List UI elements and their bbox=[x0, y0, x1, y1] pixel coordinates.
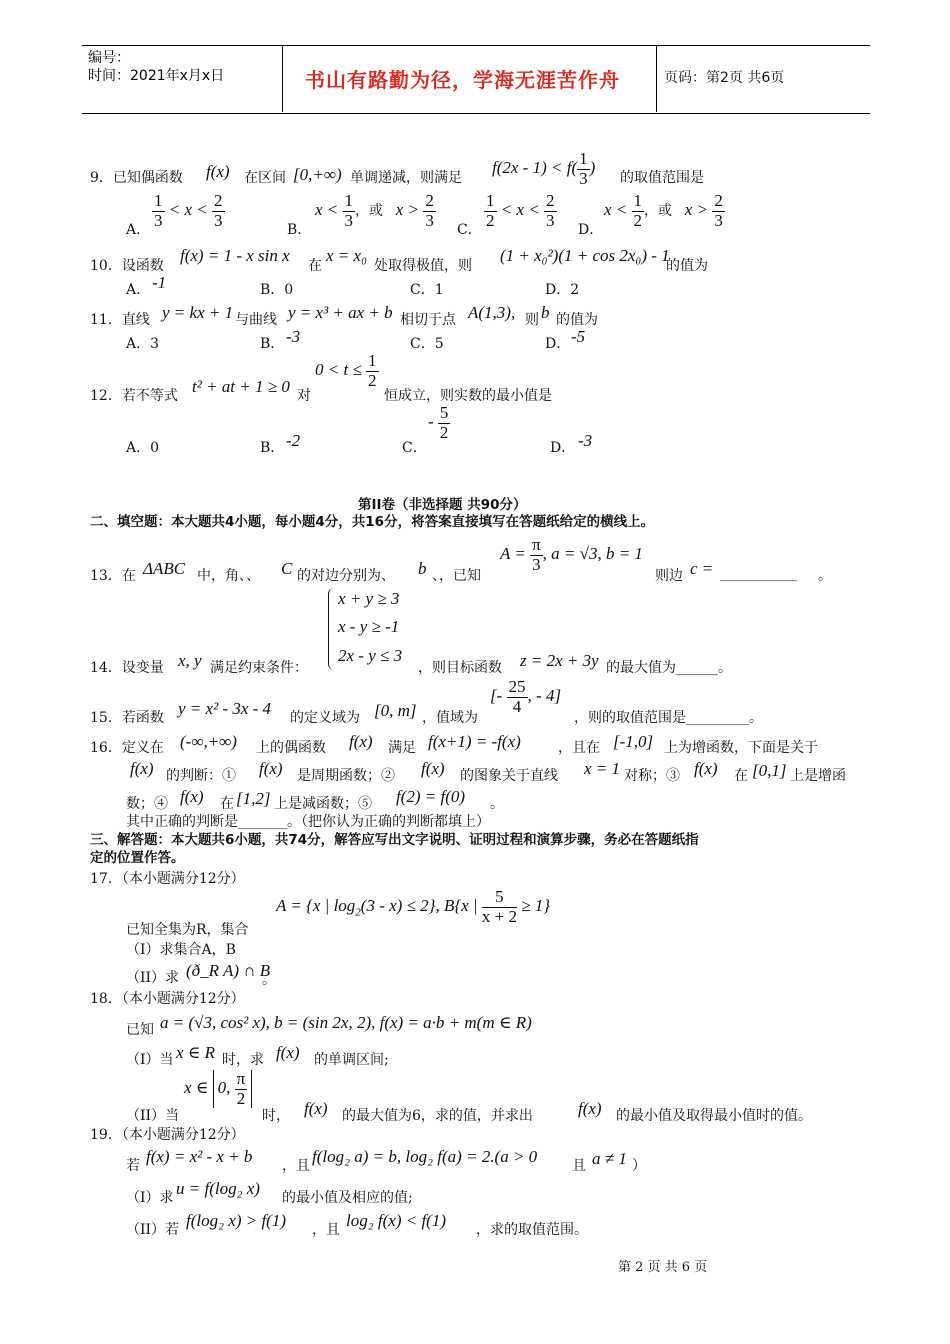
serial-label: 编号： bbox=[88, 50, 130, 66]
q16-line1-m2: f(x) bbox=[349, 732, 373, 751]
q14-brace bbox=[328, 588, 337, 670]
q18-text: 已知 bbox=[126, 1022, 154, 1038]
q12-option-b: -2 bbox=[286, 431, 301, 450]
q17-part2: （II）求 bbox=[126, 970, 180, 986]
q13-answer-blank[interactable]: ___________ bbox=[720, 566, 797, 582]
part2-title: 第II卷（非选择题 共90分） bbox=[358, 497, 527, 513]
q12-math-range: 0 < t ≤ $\frac{1}{2}$ bbox=[315, 351, 377, 390]
q16-line2-m5: f(x) bbox=[694, 759, 718, 778]
q19-part1: （I）求 bbox=[126, 1190, 174, 1206]
q16-line1-d: ，且在 bbox=[558, 740, 600, 756]
q9-option-d: x < $\frac{1}{2}$ ，或 x > $\frac{2}{3}$ bbox=[604, 191, 723, 230]
q13-text5: 则边 bbox=[655, 568, 683, 584]
q12-text2: 对 bbox=[297, 388, 311, 404]
q11-text: 11．直线 bbox=[90, 312, 150, 328]
q9-math-fx: f(x) bbox=[206, 162, 230, 181]
q11-text3: 相切于点 bbox=[400, 312, 456, 328]
q17-part1: （I）求集合A，B bbox=[126, 942, 236, 958]
q18-part1-b: 时，求 bbox=[222, 1052, 264, 1068]
q14-constraint-1: x + y ≥ 3 bbox=[338, 589, 400, 608]
q12-option-b-label: B． bbox=[260, 440, 285, 456]
q16-line2-m4: x = 1 bbox=[584, 759, 621, 778]
q14-text2: 满足约束条件： bbox=[210, 660, 308, 676]
q18-part2-d: 的最小值及取得最小值时的值。 bbox=[616, 1108, 812, 1124]
q9-text2: 在区间 bbox=[244, 170, 286, 186]
q16-line2-f: 上是增函 bbox=[790, 768, 846, 784]
q15-text4: ，则的取值范围是_________。 bbox=[574, 710, 763, 726]
q15-math-domain: [0, m] bbox=[374, 701, 417, 720]
q9-math-interval: [0,+∞) bbox=[293, 165, 342, 184]
q9-stem bbox=[90, 170, 183, 188]
q18-head: 18．（本小题满分12分） bbox=[90, 991, 245, 1007]
q12-option-c-label: C． bbox=[402, 440, 427, 456]
q11-option-d: -5 bbox=[571, 327, 586, 346]
q9-math-condition: f(2x - 1) < f( $\frac{1}{3}$ ) bbox=[492, 149, 596, 188]
date-label: 时间：2021年x月x日 bbox=[88, 68, 225, 84]
q18-part2-b: 时， bbox=[262, 1108, 290, 1124]
q10-math-x0: x = x₀ bbox=[326, 246, 367, 265]
q9-option-b: x < $\frac{1}{3}$ ，或 x > $\frac{2}{3}$ bbox=[315, 191, 434, 230]
q18-part2-math-range: x ∈ 0, $\frac{\pi}{2}$ bbox=[184, 1070, 252, 1108]
q16-line2-m6: [0,1] bbox=[752, 761, 787, 780]
q16-line2-m3: f(x) bbox=[421, 759, 445, 778]
q11-option-b-label: B． bbox=[260, 336, 285, 352]
q14-constraint-2: x - y ≥ -1 bbox=[338, 617, 400, 636]
q13-text3: 的对边分别为、 bbox=[297, 568, 395, 584]
q18-part1: （I）当 bbox=[126, 1052, 174, 1068]
q13-end: 。 bbox=[818, 568, 832, 584]
q9-text: 9．已知偶函数 bbox=[90, 170, 183, 186]
q10-math-expr: (1 + x₀²)(1 + cos 2x₀) - 1 bbox=[500, 246, 670, 265]
q19-part2-c: ，求的取值范围。 bbox=[476, 1222, 588, 1238]
q12-option-d: -3 bbox=[578, 431, 593, 450]
q19-part1-b: 的最小值及相应的值; bbox=[282, 1190, 413, 1206]
q10-text3: 处取得极值，则 bbox=[374, 258, 472, 274]
q16-line3-b: 在 bbox=[220, 796, 234, 812]
q11-math-b: b bbox=[541, 303, 550, 322]
q19-text2: ，且 bbox=[282, 1158, 310, 1174]
q9-option-b-label: B． bbox=[287, 222, 312, 238]
q18-part1-math: x ∈ R bbox=[176, 1043, 216, 1062]
q10-text4: 的值为 bbox=[666, 258, 708, 274]
q18-part1-math2: f(x) bbox=[276, 1043, 300, 1062]
q16-line1-m4: [-1,0] bbox=[613, 732, 654, 751]
q17-part2-math: (ð_R A) ∩ B bbox=[186, 961, 271, 980]
q13-text2: 中，角、、 bbox=[197, 568, 260, 584]
q16-line3-d: 。 bbox=[490, 796, 504, 812]
q13-math-c: C bbox=[281, 559, 293, 578]
q12-text3: 恒成立，则实数的最小值是 bbox=[384, 388, 552, 404]
q16-line2-a: 的判断：① bbox=[166, 768, 236, 784]
q16-line2-m1: f(x) bbox=[130, 759, 154, 778]
q17-head: 17．（本小题满分12分） bbox=[90, 871, 245, 887]
q13-math-side: c = bbox=[690, 559, 714, 578]
q12-text: 12．若不等式 bbox=[90, 388, 178, 404]
q16-line2-d: 对称；③ bbox=[624, 768, 680, 784]
q9-option-a: $\frac{1}{3}$ < x < $\frac{2}{3}$ bbox=[154, 191, 223, 230]
q18-part2-math: f(x) bbox=[304, 1099, 328, 1118]
q10-text: 10．设函数 bbox=[90, 258, 164, 274]
q14-text: 14．设变量 bbox=[90, 660, 164, 676]
q13-text: 13．在 bbox=[90, 568, 136, 584]
q11-math-curve: y = x³ + ax + b bbox=[288, 303, 393, 322]
q16-line2-c: 的图象关于直线 bbox=[460, 768, 558, 784]
q16-line2-e: 在 bbox=[734, 768, 748, 784]
q16-line3-a: 数；④ bbox=[126, 796, 168, 812]
q14-text4: 的最大值为______。 bbox=[606, 660, 732, 676]
q18-math-def: a = (√3, cos² x), b = (sin 2x, 2), f(x) = a·b + m(m ∈ R) bbox=[160, 1013, 532, 1032]
q12-option-c: - $\frac{5}{2}$ bbox=[428, 403, 449, 442]
q19-part2: （II）若 bbox=[126, 1222, 180, 1238]
q17-math-sets: A = {x | $\log_2(3 - x) \le 2$}, B{x | $\frac{5}{x + 2}$ ≥ 1} bbox=[276, 887, 551, 926]
q11-text5: 的值为 bbox=[556, 312, 598, 328]
q9-option-c: $\frac{1}{2}$ < x < $\frac{2}{3}$ bbox=[486, 191, 555, 230]
q14-text3: ，则目标函数 bbox=[418, 660, 502, 676]
q12-option-d-label: D． bbox=[550, 440, 576, 456]
q11-option-d-label: D． bbox=[545, 336, 571, 352]
footer-page-number: 第 2 页 共 6 页 bbox=[618, 1260, 708, 1275]
q10-option-d: D．2 bbox=[545, 282, 580, 298]
q16-line3-m2: [1,2] bbox=[236, 789, 271, 808]
q15-text2: 的定义域为 bbox=[290, 710, 360, 726]
q14-constraint-3: 2x - y ≤ 3 bbox=[338, 646, 403, 665]
q19-part2-math: f(log₂ x) > f(1) bbox=[186, 1211, 286, 1230]
q14-math-vars: x, y bbox=[178, 651, 202, 670]
q16-line3-m3: f(2) = f(0) bbox=[396, 787, 466, 806]
q16-line1-e: 上为增函数，下面是关于 bbox=[664, 740, 818, 756]
q19-part1-math: u = f(log₂ x) bbox=[176, 1179, 260, 1198]
q11-option-a: A．3 bbox=[126, 336, 160, 352]
q16-line3-m1: f(x) bbox=[180, 787, 204, 806]
q16-line1-m3: f(x+1) = -f(x) bbox=[428, 732, 521, 751]
q11-math-point: A(1,3), bbox=[468, 303, 516, 322]
header-divider bbox=[282, 45, 283, 112]
q17-part2-end: 。 bbox=[262, 972, 276, 988]
q19-text3: 且 bbox=[572, 1158, 586, 1174]
q10-option-c: C．1 bbox=[410, 282, 444, 298]
q15-math-func: y = x² - 3x - 4 bbox=[178, 699, 272, 718]
q11-text4: 则 bbox=[525, 312, 539, 328]
q11-math-line: y = kx + 1 bbox=[162, 303, 234, 322]
q9-option-a-label: A． bbox=[126, 222, 151, 238]
q15-text3: ，值域为 bbox=[422, 710, 478, 726]
q9-option-c-label: C． bbox=[457, 222, 482, 238]
q19-math-cond: f(log₂ a) = b, log₂ f(a) = 2.(a > 0 bbox=[312, 1147, 538, 1166]
q13-math-b: b bbox=[418, 559, 427, 578]
q9-text3: 单调递减，则满足 bbox=[350, 170, 462, 186]
q18-part1-c: 的单调区间; bbox=[314, 1052, 389, 1068]
q19-part2-b: ，且 bbox=[312, 1222, 340, 1238]
q16-line1-a: 16．定义在 bbox=[90, 740, 164, 756]
part3-heading-line2: 定的位置作答。 bbox=[90, 850, 185, 866]
q18-part2-c: 的最大值为6，求的值，并求出 bbox=[342, 1108, 533, 1124]
q12-math-ineq: t² + at + 1 ≥ 0 bbox=[192, 377, 290, 396]
q9-option-d-label: D． bbox=[578, 222, 604, 238]
q16-line2-b: 是周期函数；② bbox=[297, 768, 395, 784]
q10-text2: 在 bbox=[308, 258, 322, 274]
header-page-label: 页码：第2页 共6页 bbox=[664, 70, 785, 86]
q19-math-a: a ≠ 1 bbox=[592, 1149, 627, 1168]
q16-line1-b: 上的偶函数 bbox=[256, 740, 326, 756]
q11-option-c: C．5 bbox=[410, 336, 444, 352]
header-divider bbox=[656, 45, 657, 112]
q15-text: 15．若函数 bbox=[90, 710, 164, 726]
q16-line1-c: 满足 bbox=[388, 740, 416, 756]
motto: 书山有路勤为径，学海无涯苦作舟 bbox=[305, 68, 620, 92]
q13-math-given: A = $\frac{\pi}{3}$ , a = √3, b = 1 bbox=[500, 535, 643, 574]
q13-math-triangle: ΔABC bbox=[143, 559, 186, 578]
part2-section-heading: 二、填空题：本大题共4小题，每小题4分，共16分，将答案直接填写在答题纸给定的横线上。 bbox=[90, 514, 655, 530]
q11-option-b: -3 bbox=[286, 327, 301, 346]
q14-math-objective: z = 2x + 3y bbox=[520, 651, 599, 670]
q19-text4: ） bbox=[632, 1158, 646, 1174]
q19-part2-math2: log₂ f(x) < f(1) bbox=[346, 1211, 446, 1230]
q11-text2: 与曲线 bbox=[235, 312, 277, 328]
q9-text4: 的取值范围是 bbox=[620, 170, 704, 186]
q10-math-fx: f(x) = 1 - x sin x bbox=[180, 246, 290, 265]
q19-head: 19．（本小题满分12分） bbox=[90, 1127, 245, 1143]
q18-part2-math2: f(x) bbox=[578, 1099, 602, 1118]
part3-heading-line1: 三、解答题：本大题共6小题，共74分，解答应写出文字说明、证明过程和演算步骤，务必在答题纸指 bbox=[90, 832, 699, 848]
q18-part2: （II）当 bbox=[126, 1108, 180, 1124]
q10-option-a: -1 bbox=[152, 273, 167, 292]
q10-option-b: B．0 bbox=[260, 282, 294, 298]
q10-option-a-label: A． bbox=[126, 282, 151, 298]
q16-line3-c: 上是减函数；⑤ bbox=[274, 796, 372, 812]
q17-text: 已知全集为R，集合 bbox=[126, 922, 249, 938]
q15-math-range: [- $\frac{25}{4}$ , - 4] bbox=[490, 677, 562, 716]
q19-math-func: f(x) = x² - x + b bbox=[146, 1147, 253, 1166]
q16-line4: 其中正确的判断是_______。（把你认为正确的判断都填上） bbox=[126, 814, 490, 830]
q16-line1-m1: (-∞,+∞) bbox=[180, 732, 237, 751]
q12-option-a: A．0 bbox=[126, 440, 160, 456]
q16-line2-m2: f(x) bbox=[259, 759, 283, 778]
q13-text4: 、，已知 bbox=[432, 568, 481, 584]
q19-text: 若 bbox=[126, 1158, 140, 1174]
